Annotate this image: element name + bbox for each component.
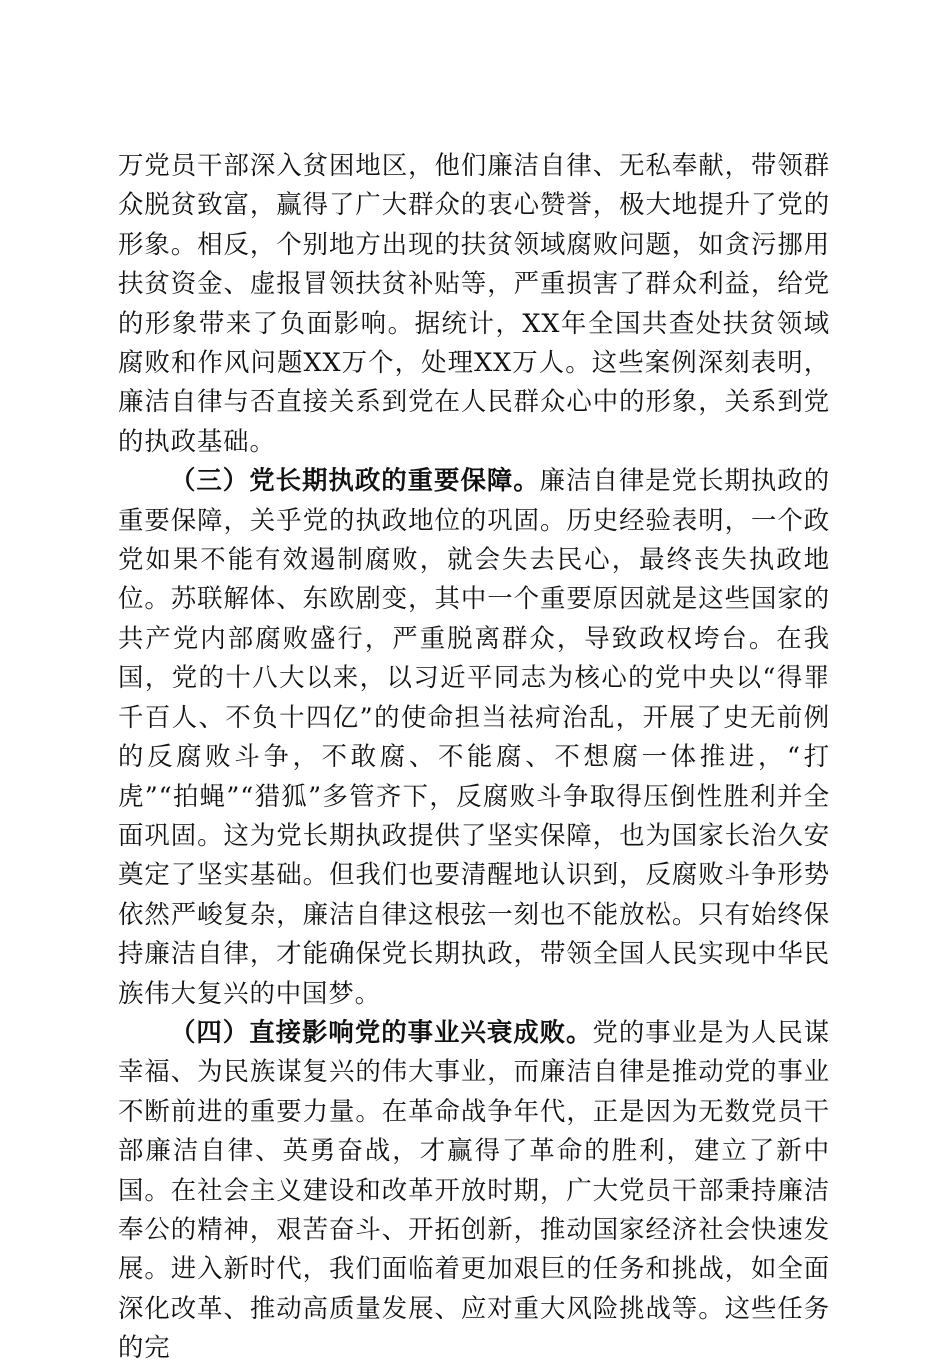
- body-text: [118, 146, 830, 1368]
- paragraph-1: [118, 146, 830, 461]
- paragraph-2: [118, 461, 830, 1013]
- paragraph-2-text: 廉洁自律是党长期执政的重要保障，关乎党的执政地位的巩固。历史经验表明，一个政党如果不能有效遏制腐败，就会失去民心，最终丧失执政地位。苏联解体、东欧剧变，其中一个重要原因就是这些国家的共产党内部腐败盛行，严重脱离群众，导致政权垮台。在我国，党的十八大以来，以习近平同志为核心的党中央以“得罪千百人、不负十四亿”的使命担当祛疴治乱，开展了史无前例的反腐败斗争，不敢腐、不能腐、不想腐一体推进，“打虎”“拍蝇”“猎狐”多管齐下，反腐败斗争取得压倒性胜利并全面巩固。这为党长期执政提供了坚实保障，也为国家长治久安奠定了坚实基础。但我们也要清醒地认识到，反腐败斗争形势依然严峻复杂，廉洁自律这根弦一刻也不能放松。只有始终保持廉洁自律，才能确保党长期执政，带领全国人民实现中华民族伟大复兴的中国梦。: [118, 465, 830, 1008]
- paragraph-3-text: 党的事业是为人民谋幸福、为民族谋复兴的伟大事业，而廉洁自律是推动党的事业不断前进的重要力量。在革命战争年代，正是因为无数党员干部廉洁自律、英勇奋战，才赢得了革命的胜利，建立了新中国。在社会主义建设和改革开放时期，广大党员干部秉持廉洁奉公的精神，艰苦奋斗、开拓创新，推动国家经济社会快速发展。进入新时代，我们面临着更加艰巨的任务和挑战，如全面深化改革、推动高质量发展、应对重大风险挑战等。这些任务的完: [118, 1016, 830, 1363]
- paragraph-3: [118, 1013, 830, 1368]
- section-heading-4: （四）直接影响党的事业兴衰成败。: [170, 1016, 593, 1047]
- paragraph-1-text: 万党员干部深入贫困地区，他们廉洁自律、无私奉献，带领群众脱贫致富，赢得了广大群众的衷心赞誉，极大地提升了党的形象。相反，个别地方出现的扶贫领域腐败问题，如贪污挪用扶贫资金、虚报冒领扶贫补贴等，严重损害了群众利益，给党的形象带来了负面影响。据统计，XX年全国共查处扶贫领域腐败和作风问题XX万个，处理XX万人。这些案例深刻表明，廉洁自律与否直接关系到党在人民群众心中的形象，关系到党的执政基础。: [118, 150, 830, 456]
- section-heading-3: （三）党长期执政的重要保障。: [170, 465, 540, 496]
